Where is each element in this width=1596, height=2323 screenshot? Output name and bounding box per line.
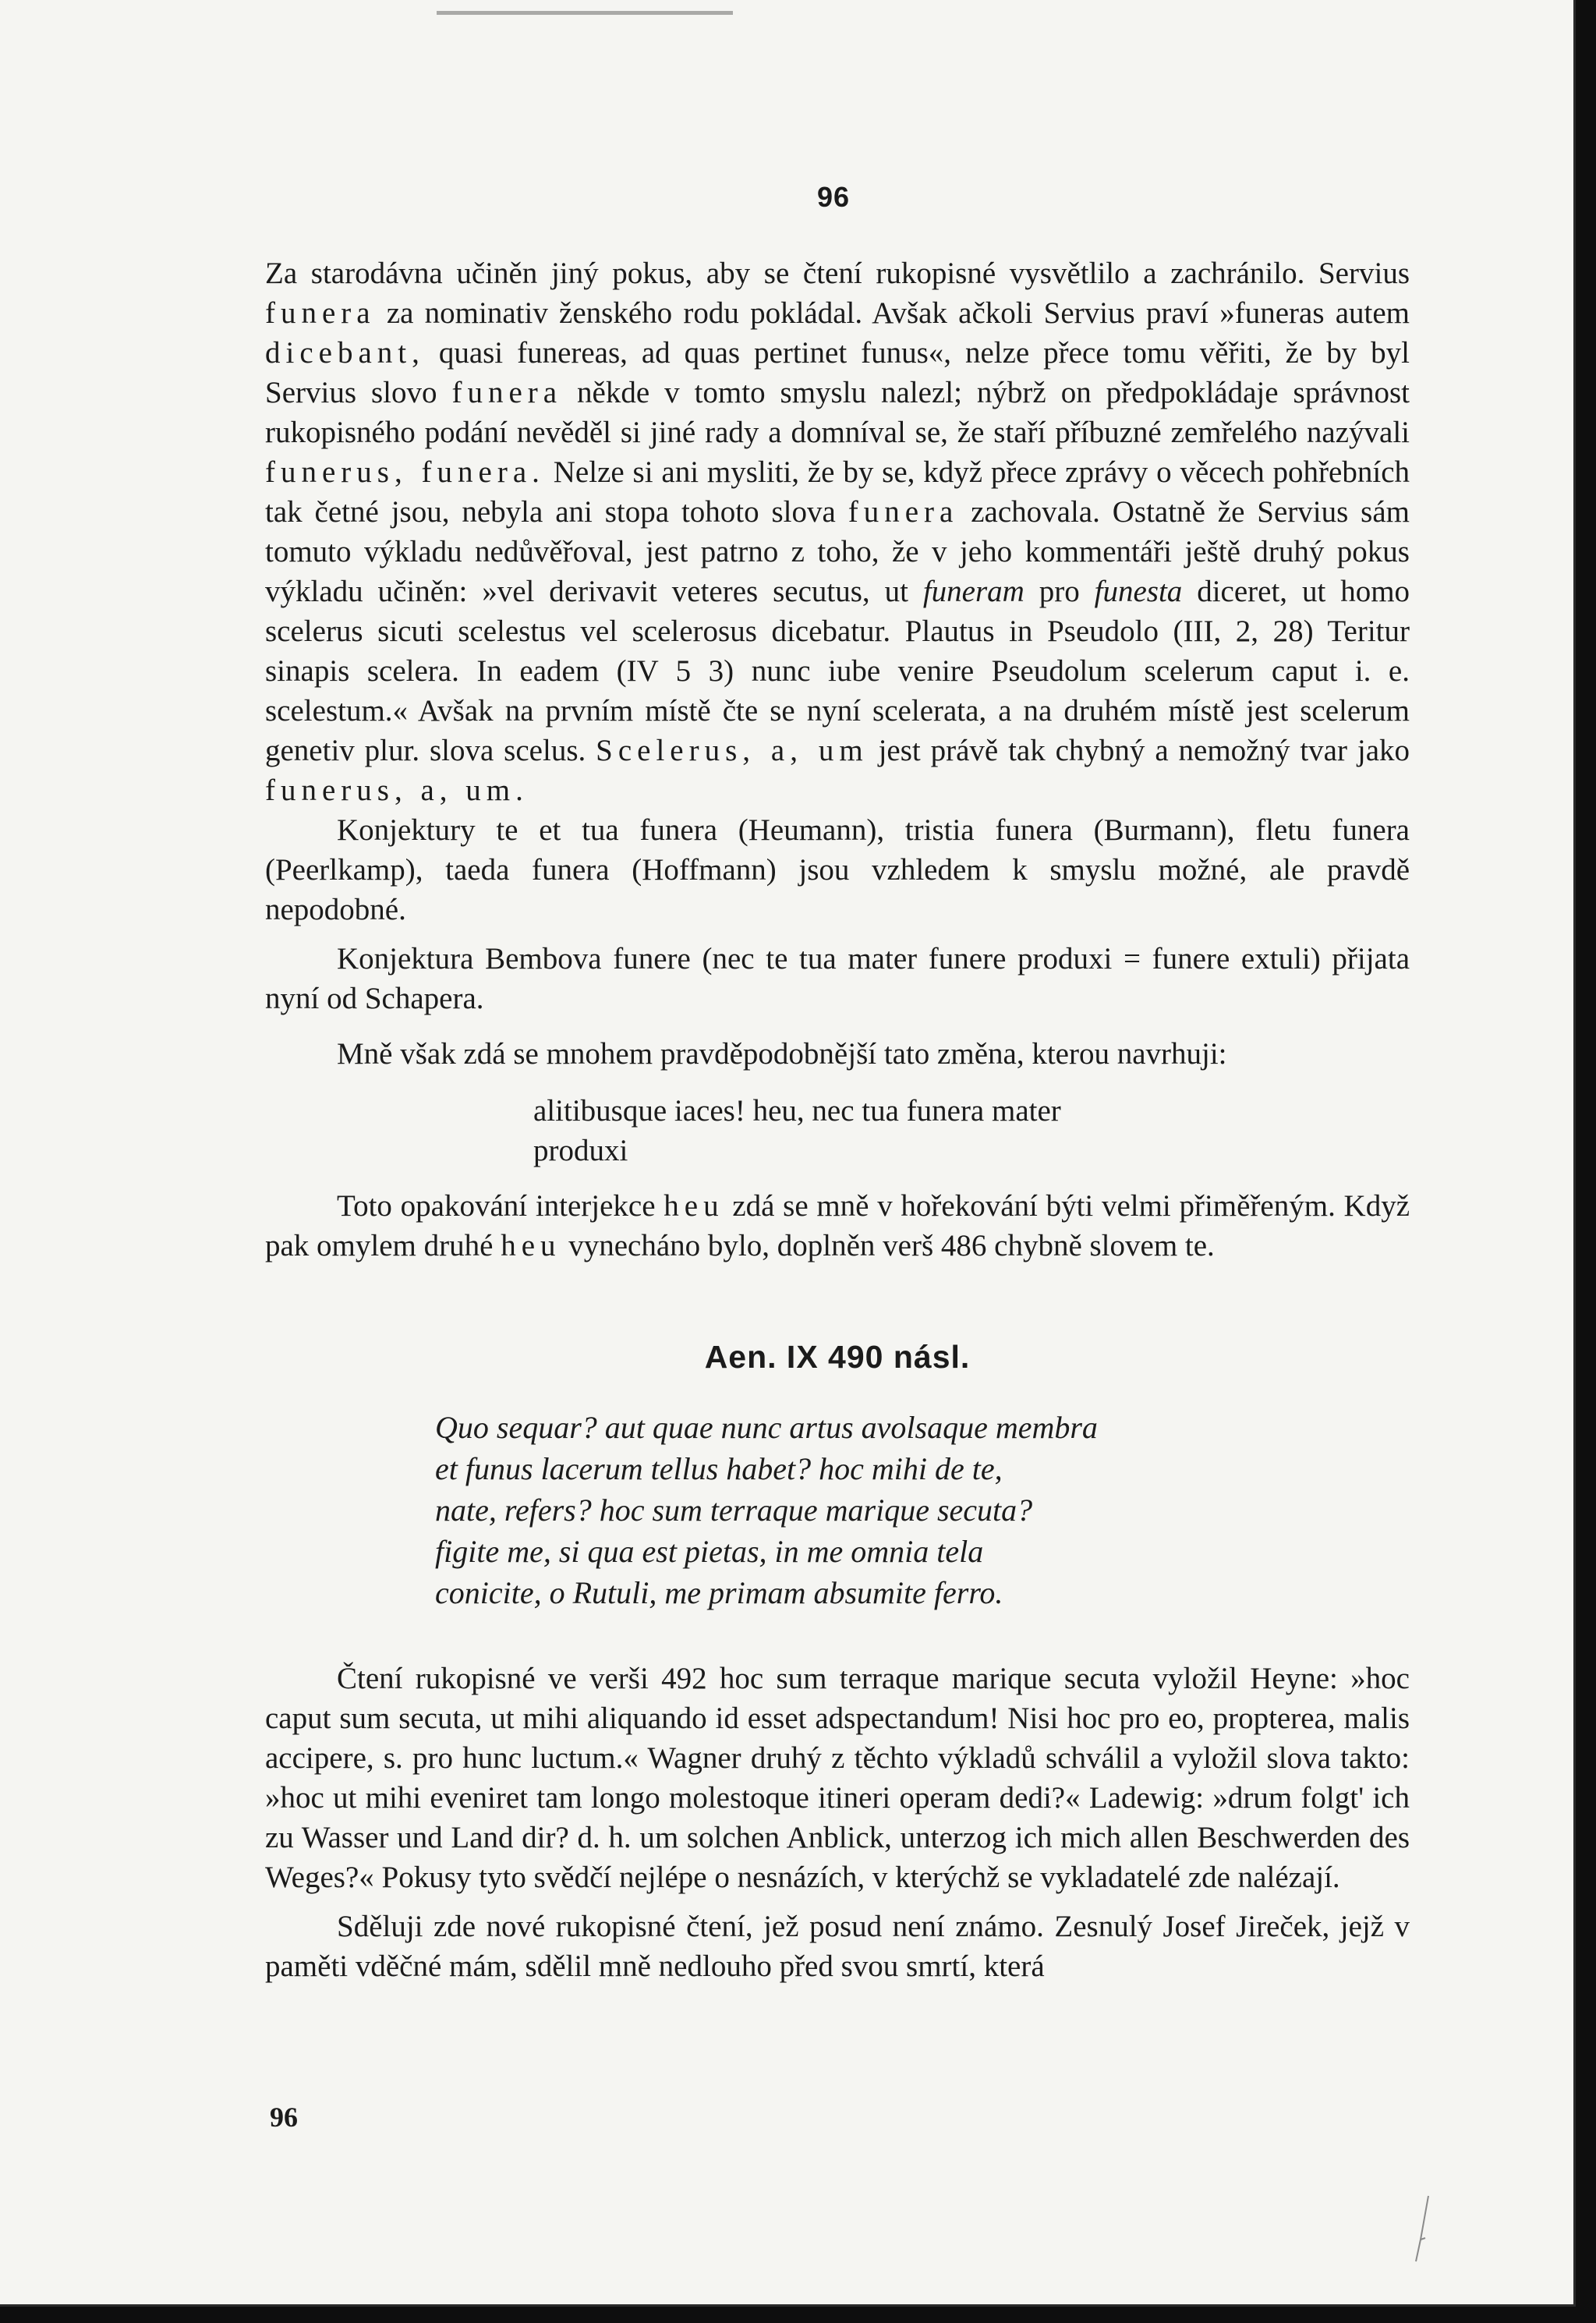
paragraph-proposal: Mně však zdá se mnohem pravděpodobnější tato změna, kterou navrhuji: xyxy=(337,1037,1227,1071)
verse-line: Quo sequar? aut quae nunc artus avolsaque membra xyxy=(435,1410,1098,1445)
text-run: Nelze si ani mysliti, že by se, když přece zprávy o věcech pohřebních tak četné jsou, nebyla ani stopa tohoto slova xyxy=(265,455,1410,529)
text-run: pro xyxy=(1039,575,1080,608)
page-number-bottom: 96 xyxy=(270,2102,298,2133)
paragraph-jirecek: Sděluji zde nové rukopisné čtení, jež posud není známo. Zesnulý Josef Jireček, jejž v paměti vděčné mám, sdělil mně nedlouho před svou smrtí, která xyxy=(265,1910,1410,1983)
text-run: zachovala. Ostatně že Servius sám tomuto výkladu nedůvěřoval, jest patrno z toho, že v jeho kommentáři ještě druhý pokus výkladu učiněn: »vel derivavit veteres secutus, ut xyxy=(265,495,1410,608)
spaced-word: funera xyxy=(451,376,563,409)
spaced-word: funera xyxy=(265,296,376,330)
paragraph-konjektury: Konjektury te et tua funera (Heumann), tristia funera (Burmann), fletu funera (Peerlkamp), taeda funera (Hoffmann) jsou vzhledem k smyslu možné, ale pravdě nepodobné. xyxy=(265,813,1410,926)
proposed-verse-line: produxi xyxy=(533,1134,628,1167)
text-run: za nominativ ženského rodu pokládal. Avšak ačkoli Servius praví »funeras autem xyxy=(386,296,1410,330)
verse-block xyxy=(435,1407,1410,1613)
verse-line: conicite, o Rutuli, me primam absumite ferro. xyxy=(435,1575,1003,1610)
spaced-word: heu xyxy=(501,1229,561,1262)
spaced-word: Scelerus, a, um xyxy=(596,734,869,767)
paragraph-servius xyxy=(265,253,1410,810)
proposed-verse-line: alitibusque iaces! heu, nec tua funera mater xyxy=(533,1094,1061,1128)
text-run: diceret, ut homo scelerus sicuti scelestus vel scelerosus dicebatur. Plautus in Pseudolo (III, 2, 28) Teritur sinapis scelera. In eadem (IV 5 3) nunc iube venire Pseudolum scelerum caput i. e. scelestum.« Avšak na prvním místě čte se nyní scelerata, a na druhém místě jest scelerum genetiv plur. slova scelus. xyxy=(265,575,1410,767)
italic-word: funeram xyxy=(922,575,1024,608)
text-run: Za starodávna učiněn jiný pokus, aby se čtení rukopisné vysvětlilo a zachránilo. Servius xyxy=(265,257,1410,290)
text-run: Toto opakování interjekce xyxy=(337,1189,656,1223)
spaced-word: funerus, a, um. xyxy=(265,774,529,807)
page-number-top: 96 xyxy=(817,181,851,213)
spaced-word: funera xyxy=(848,495,959,529)
verse-line: et funus lacerum tellus habet? hoc mihi de te, xyxy=(435,1451,1003,1486)
verse-line: figite me, si qua est pietas, in me omnia tela xyxy=(435,1534,984,1569)
paragraph-heu xyxy=(265,1186,1410,1266)
paragraph-heyne: Čtení rukopisné ve verši 492 hoc sum terraque marique secuta vyložil Heyne: »hoc caput sum secuta, ut mihi aliquando id esset adspectandum! Nisi hoc pro eo, propterea, malis accipere, s. pro hunc luctum.« Wagner druhý z těchto výkladů schválil a vyložil slova takto: »hoc ut mihi eveniret tam longo molestoque itineri operam dedi?« Ladewig: »drum folgt' ich zu Wasser und Land dir? d. h. um solchen Anblick, unterzog ich mich allen Beschwerden des Weges?« Pokusy tyto svědčí nejlépe o nesnázích, v kterýchž se vykladatelé zde nalézají. xyxy=(265,1662,1410,1894)
text-run: zdá se mně v hořekování býti velmi přiměřeným. Když pak omylem druhé xyxy=(265,1189,1410,1262)
text-run: quasi funereas, ad quas pertinet funus«, nelze přece tomu věřiti, že by byl Servius slovo xyxy=(265,336,1410,409)
paragraph-bembo: Konjektura Bembova funere (nec te tua mater funere produxi = funere extuli) přijata nyní od Schapera. xyxy=(265,942,1410,1015)
text-run: vynecháno bylo, doplněn verš 486 chybně slovem te. xyxy=(568,1229,1215,1262)
page-body xyxy=(265,253,1410,1986)
pencil-mark xyxy=(1411,2193,1433,2265)
spaced-word: heu xyxy=(664,1189,724,1223)
text-run: jest právě tak chybný a nemožný tvar jako xyxy=(878,734,1410,767)
spaced-word: funerus, funera. xyxy=(265,455,545,489)
section-title: Aen. IX 490 násl. xyxy=(704,1339,971,1375)
verse-line: nate, refers? hoc sum terraque marique secuta? xyxy=(435,1493,1033,1528)
spaced-word: dicebant, xyxy=(265,336,425,370)
scan-edge-line xyxy=(437,11,733,15)
text-run: někde v tomto smyslu nalezl; nýbrž on předpokládaje správnost rukopisného podání nevěděl si jiné rady a domníval se, že staří příbuzné zemřelého nazývali xyxy=(265,376,1410,449)
italic-word: funesta xyxy=(1094,575,1183,608)
proposed-verse xyxy=(533,1091,1410,1170)
